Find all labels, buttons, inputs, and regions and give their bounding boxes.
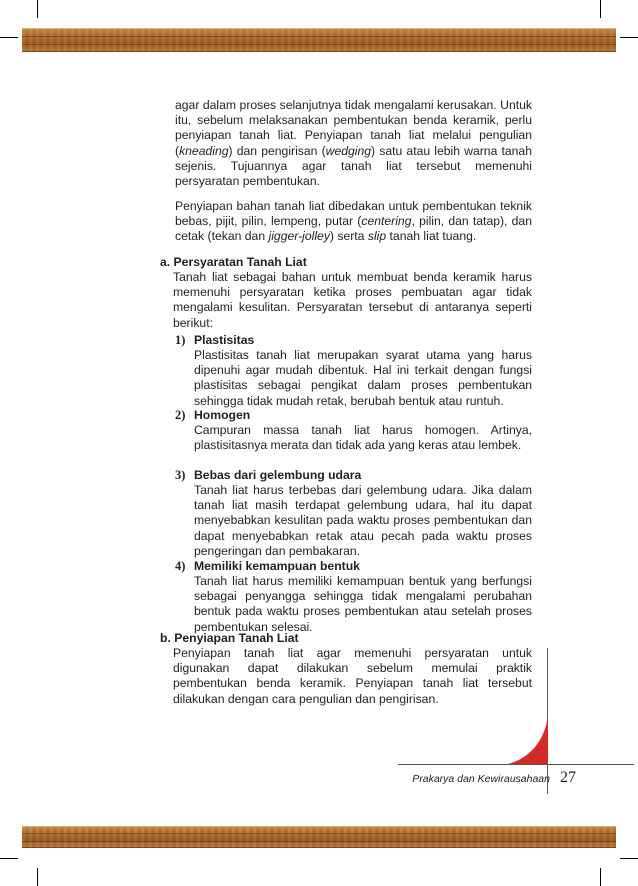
section-b-heading: b. Penyiapan Tanah Liat [160, 631, 299, 645]
item-text: Tanah liat harus memiliki kemampuan bentuk yang berfungsi sebagai penyangga sehingga tidak mengalami perubahan bentuk pada waktu proses pembentukan atau setelah proses pembentukan selesai. [194, 574, 532, 634]
item-number: 4) [175, 559, 186, 573]
item-number: 3) [175, 468, 186, 482]
wood-banner-bottom [22, 826, 616, 848]
crop-mark [620, 37, 638, 38]
item-text: Plastisitas tanah liat merupakan syarat utama yang harus dipenuhi agar mudah dibentuk. Hal ini terkait dengan fungsi plastisitas sebagai pengikat dalam proses pembentukan sehingga tidak mudah retak, berubah bentuk atau runtuh. [194, 348, 532, 408]
continuation-paragraph-2: Penyiapan bahan tanah liat dibedakan untuk pembentukan teknik bebas, pijit, pilin, lempeng, putar (centering, pilin, dan tatap), dan cetak (tekan dan jigger-jolley) serta slip tanah liat tuang. [175, 199, 532, 244]
crop-mark [0, 37, 18, 38]
item-text: Campuran massa tanah liat harus homogen. Artinya, plastisitasnya merata dan tidak ada yang keras atau lembek. [194, 423, 532, 453]
item-title: Bebas dari gelembung udara [194, 468, 362, 482]
book-title: Prakarya dan Kewirausahaan [412, 773, 550, 785]
red-corner-ornament [500, 715, 550, 767]
crop-mark [600, 0, 601, 18]
item-number: 2) [175, 408, 186, 422]
section-a-heading: a. Persyaratan Tanah Liat [160, 255, 307, 269]
wood-banner-top [22, 28, 616, 52]
item-title: Memiliki kemampuan bentuk [194, 559, 360, 573]
page-number: 27 [560, 769, 576, 786]
crop-mark [600, 868, 601, 886]
item-text: Tanah liat harus terbebas dari gelembung udara. Jika dalam tanah liat masih terdapat gelembung udara, hal itu dapat menyebabkan kesulitan pada waktu proses pembentukan dan dapat menyebabkan retak atau pecah pada waktu proses pengeringan dan pembakaran. [194, 483, 532, 558]
continuation-paragraph-1: agar dalam proses selanjutnya tidak mengalami kerusakan. Untuk itu, sebelum melaksanakan pembentukan benda keramik, perlu penyiapan tanah liat. Penyiapan tanah liat melalui pengulian (kneading) dan pengirisan (wedging) satu atau lebih warna tanah sejenis. Tujuannya agar tanah liat tersebut memenuhi persyaratan pembentukan. [175, 98, 532, 189]
item-number: 1) [175, 333, 186, 347]
crop-mark [37, 0, 38, 18]
section-a-intro: Tanah liat sebagai bahan untuk membuat benda keramik harus memenuhi persyaratan ketika proses pembuatan agar tidak mengalami kesulitan. Persyaratan tersebut di antaranya seperti berikut: [173, 270, 532, 330]
item-title: Plastisitas [194, 333, 255, 347]
crop-mark [620, 858, 638, 859]
item-title: Homogen [194, 408, 251, 422]
crop-mark [37, 868, 38, 886]
crop-mark [0, 858, 18, 859]
section-b-intro: Penyiapan tanah liat agar memenuhi persyaratan untuk digunakan dapat dilakukan sebelum memulai praktik pembentukan benda keramik. Penyiapan tanah liat tersebut dilakukan dengan cara pengulian dan pengirisan. [173, 646, 532, 706]
footer-rule [398, 764, 634, 765]
